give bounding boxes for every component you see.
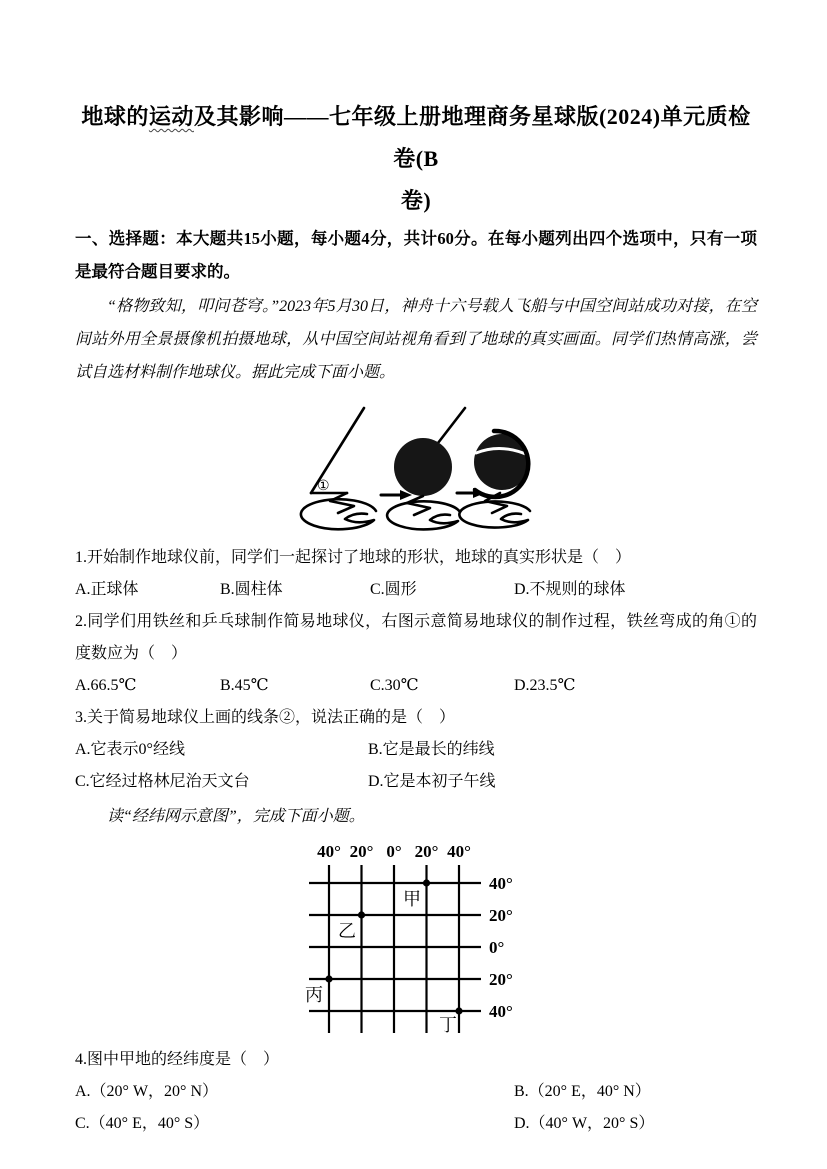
title-seg2-wavy-underline: 运动 bbox=[148, 104, 194, 129]
q4-option-a: A.（20° W，20° N） bbox=[75, 1083, 219, 1100]
latitude-label: 20° bbox=[489, 970, 513, 989]
q2-option-b: B.45℃ bbox=[220, 677, 269, 694]
question-2-options bbox=[75, 670, 757, 702]
longitude-label: 40° bbox=[317, 842, 341, 861]
q3-option-a: A.它表示0°经线 bbox=[75, 741, 185, 758]
title-seg3: 及其影响——七年级上册地理商务星球版(2024)单元质检卷(B bbox=[193, 104, 751, 171]
latitude-label: 20° bbox=[489, 906, 513, 925]
angle-1-label: ① bbox=[317, 479, 330, 494]
q3-option-c: C.它经过格林尼治天文台 bbox=[75, 773, 250, 790]
point-dot-yi bbox=[358, 911, 365, 918]
q3-option-b: B.它是最长的纬线 bbox=[368, 741, 495, 758]
point-label-jia: 甲 bbox=[403, 889, 421, 909]
q2-option-a: A.66.5℃ bbox=[75, 677, 137, 694]
question-1-options bbox=[75, 574, 757, 606]
point-dot-jia bbox=[423, 879, 430, 886]
question-2-stem: 2.同学们用铁丝和乒乓球制作简易地球仪，右图示意简易地球仪的制作过程，铁丝弯成的角①的度数应为（ ） bbox=[75, 613, 757, 662]
q1-option-a: A.正球体 bbox=[75, 581, 139, 598]
lat-long-grid-diagram bbox=[297, 837, 527, 1037]
globe-making-figure bbox=[297, 405, 757, 542]
latitude-label: 40° bbox=[489, 874, 513, 893]
latitude-label: 0° bbox=[489, 938, 505, 957]
longitude-label: 20° bbox=[414, 842, 439, 861]
lat-long-grid-figure bbox=[297, 837, 757, 1042]
q4-option-c: C.（40° E，40° S） bbox=[75, 1115, 210, 1132]
point-dot-bing bbox=[325, 975, 332, 982]
question-3-options bbox=[75, 734, 757, 798]
point-dot-ding bbox=[455, 1007, 462, 1014]
q2-option-c: C.30℃ bbox=[370, 677, 419, 694]
wire-zigzag-2 bbox=[407, 496, 430, 515]
wire-slant-2 bbox=[438, 408, 465, 443]
q4-option-d: D.（40° W，20° S） bbox=[514, 1115, 655, 1132]
read-note: 读“经纬网示意图”，完成下面小题。 bbox=[107, 808, 365, 825]
point-label-ding: 丁 bbox=[439, 1015, 457, 1035]
point-label-bing: 丙 bbox=[305, 985, 323, 1005]
section-heading: 一、选择题：本大题共15小题，每小题4分，共计60分。在每小题列出四个选项中，只有一项是最符合题目要求的。 bbox=[75, 229, 757, 281]
longitude-label: 40° bbox=[447, 842, 471, 861]
title-seg1: 地球的 bbox=[81, 104, 149, 129]
wire-zigzag-1 bbox=[330, 493, 354, 513]
intro-paragraph: “格物致知，叩问苍穹。”2023年5月30日，神舟十六号载人飞船与中国空间站成功对接，在空间站外用全景摄像机拍摄地球，从中国空间站视角看到了地球的真实画面。同学们热情高涨，尝试自选材料制作地球仪。据此完成下面小题。 bbox=[75, 298, 757, 381]
point-label-yi: 乙 bbox=[338, 921, 356, 941]
q4-option-b: B.（20° E，40° N） bbox=[514, 1083, 651, 1100]
wire-base-3 bbox=[459, 502, 530, 528]
ping-pong-ball bbox=[394, 438, 452, 496]
latitude-label: 40° bbox=[489, 1002, 513, 1021]
page-title-line2: 卷) bbox=[400, 188, 432, 213]
page-title-line1 bbox=[75, 96, 757, 180]
question-1-stem: 1.开始制作地球仪前，同学们一起探讨了地球的形状，地球的真实形状是（ ） bbox=[75, 549, 632, 566]
globe-making-illustration bbox=[297, 405, 542, 537]
q3-option-d: D.它是本初子午线 bbox=[368, 773, 496, 790]
question-3-stem: 3.关于简易地球仪上画的线条②，说法正确的是（ ） bbox=[75, 709, 456, 726]
longitude-label: 0° bbox=[386, 842, 402, 861]
document-content bbox=[75, 96, 757, 1140]
q1-option-c: C.圆形 bbox=[370, 581, 417, 598]
longitude-label: 20° bbox=[349, 842, 374, 861]
q1-option-b: B.圆柱体 bbox=[220, 581, 283, 598]
question-4-stem: 4.图中甲地的经纬度是（ ） bbox=[75, 1051, 280, 1068]
question-4-options bbox=[75, 1076, 757, 1140]
q2-option-d: D.23.5℃ bbox=[514, 677, 576, 694]
q1-option-d: D.不规则的球体 bbox=[514, 581, 626, 598]
